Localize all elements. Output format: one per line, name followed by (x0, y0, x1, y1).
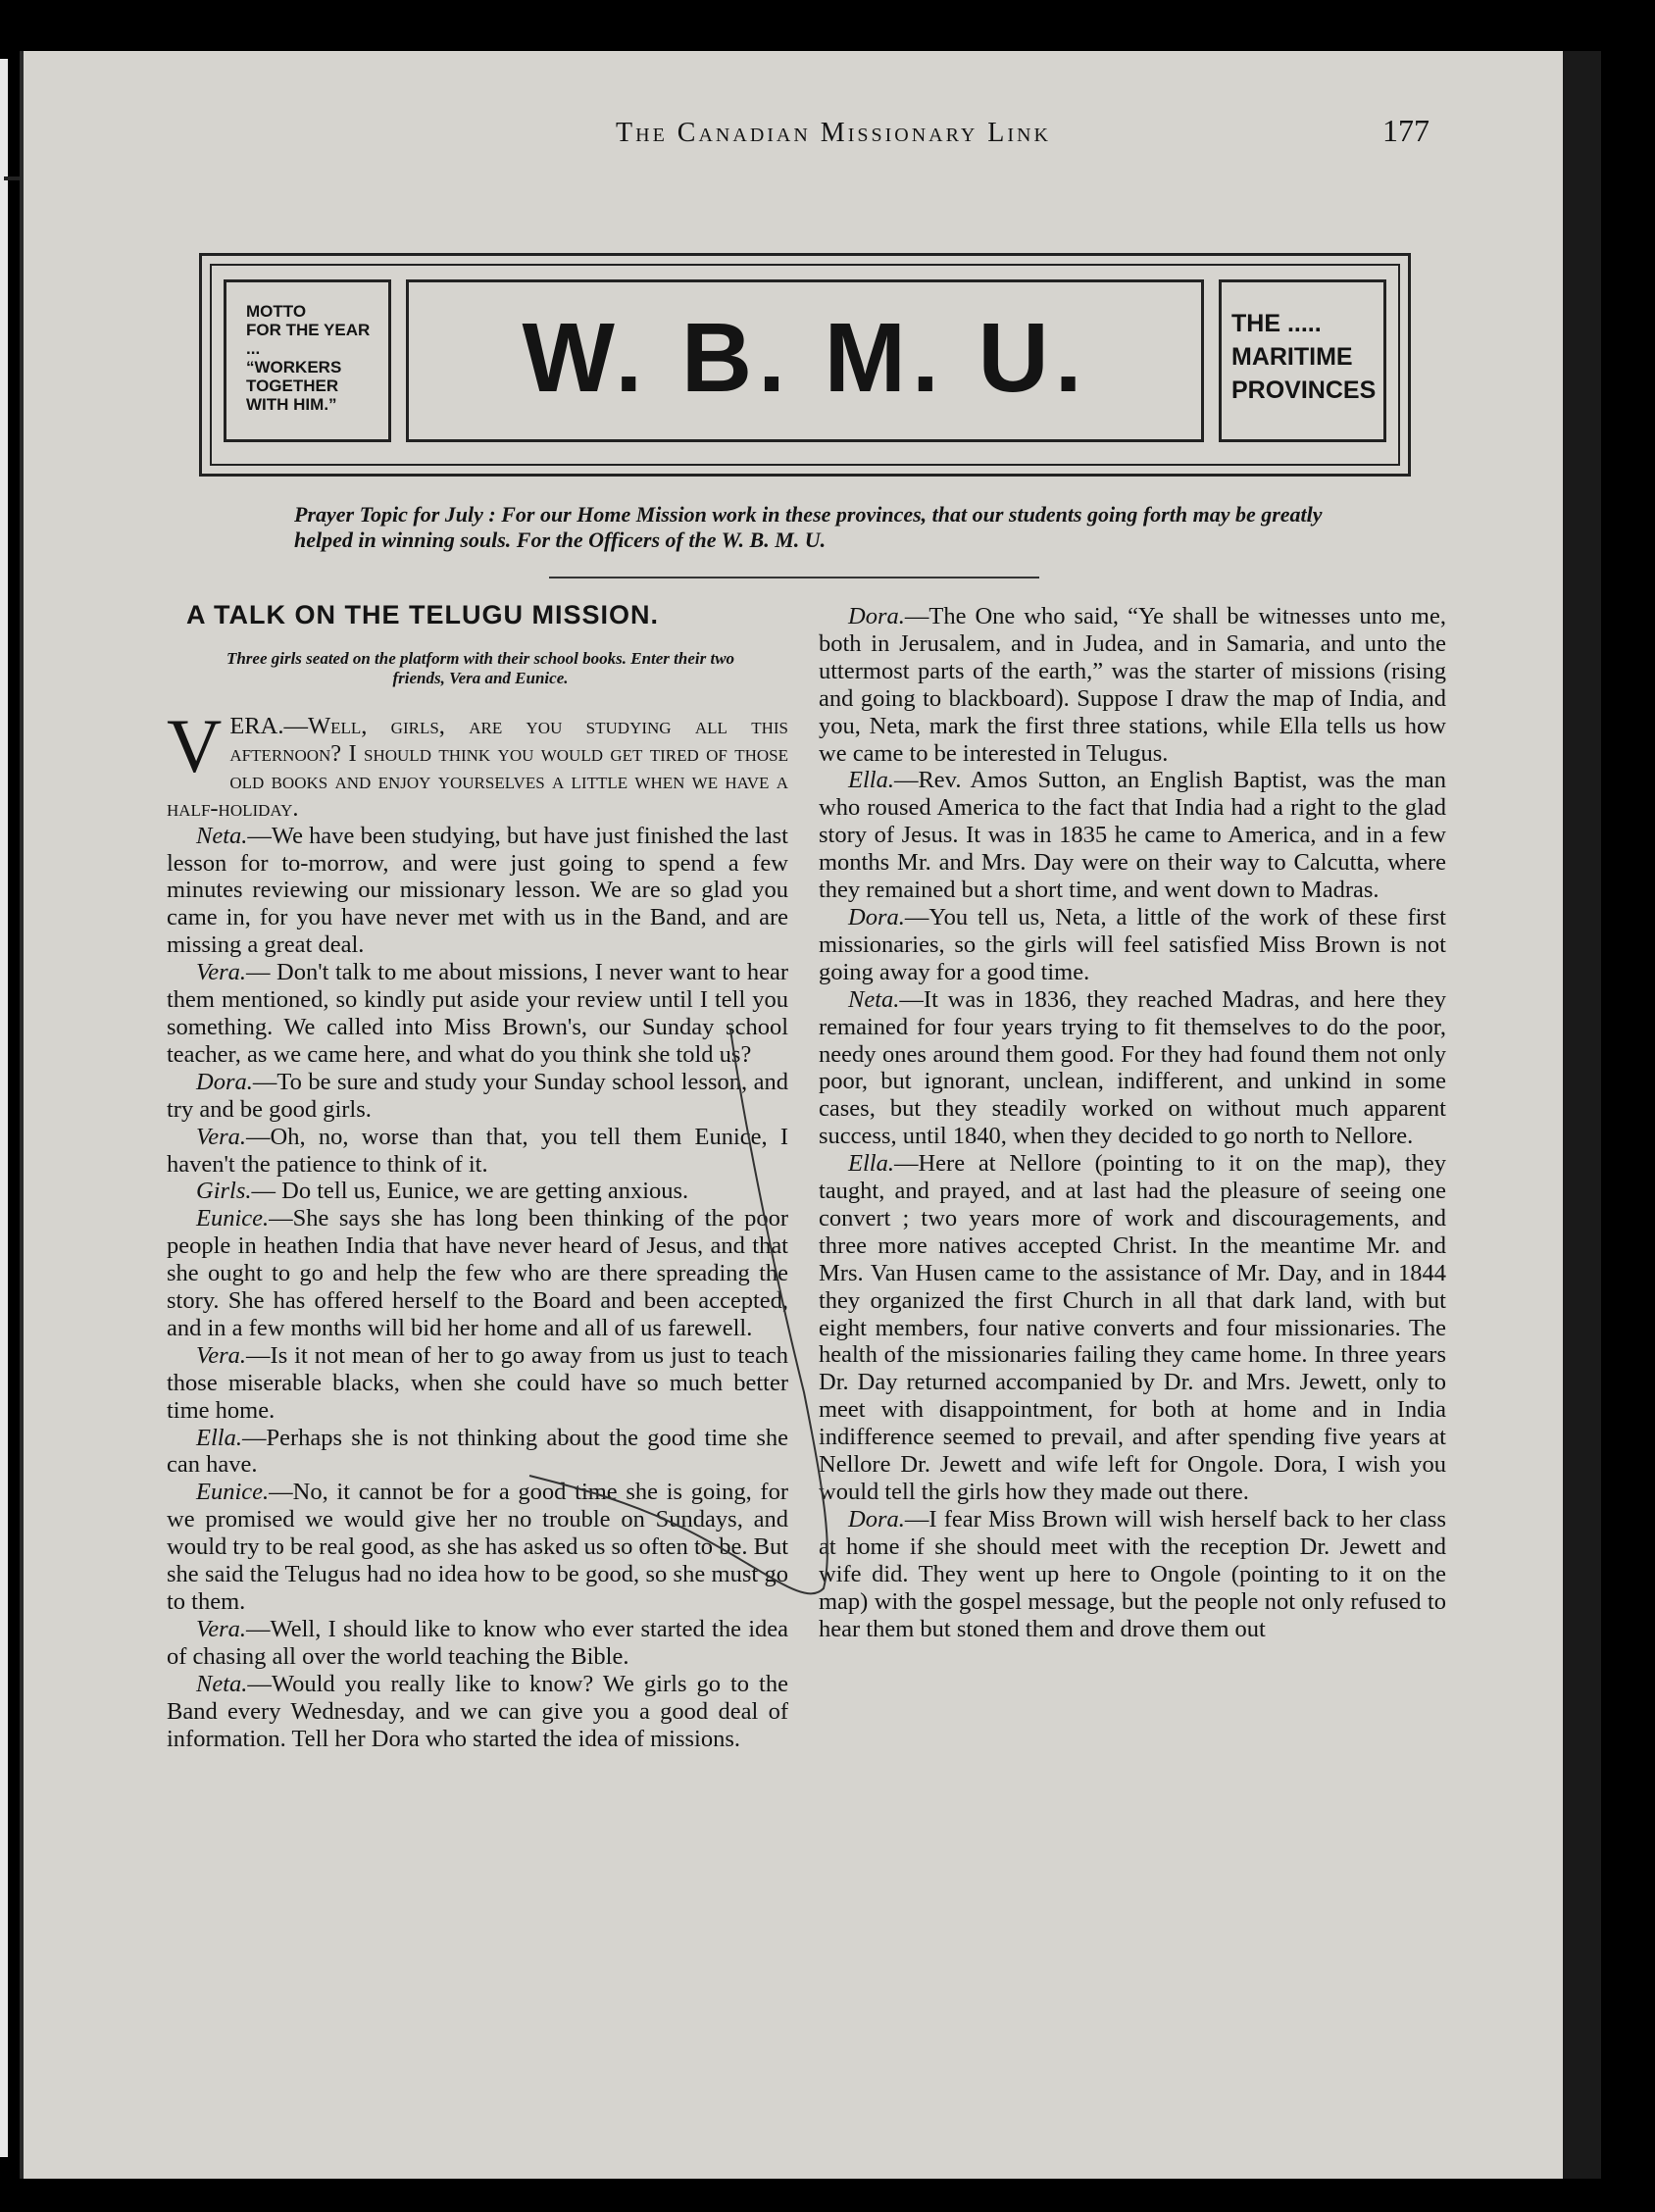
region-line: MARITIME (1231, 343, 1353, 371)
dialogue-text: —She says she has long been thinking of the poor people in heathen India that have never heard of Jesus, and that she ought to go and help the few who are there spreading the story. She has offered herself to the Board and been accepted, and in a few months will bid her home and all of us farewell. (167, 1205, 788, 1341)
dialogue-text: —Would you really like to know? We girls go to the Band every Wednesday, and we can give you a good deal of information. Tell her Dora who started the idea of missions. (167, 1670, 788, 1752)
banner-title: W. B. M. U. (522, 303, 1088, 413)
dialogue-paragraph (819, 1506, 1446, 1643)
dialogue-text: —You tell us, Neta, a little of the work of these first missionaries, so the girls will feel satisfied Miss Brown is not going away for a good time. (819, 903, 1446, 985)
divider-rule (549, 577, 1039, 578)
running-head: The Canadian Missionary Link (616, 118, 1051, 148)
dialogue-text: —The One who said, “Ye shall be witnesses unto me, both in Jerusalem, and in Judea, and in Samaria, and unto the uttermost parts of the earth,” was the starter of missions (rising and going to blackboard). Suppose I draw the map of India, and you, Neta, mark the first three stations, while Ella tells us how we came to be interested in Telugus. (819, 603, 1446, 767)
region-box (1219, 279, 1386, 442)
dialogue-paragraph (819, 986, 1446, 1150)
dialogue-text: —Rev. Amos Sutton, an English Baptist, was the man who roused America to the fact that India had a right to the glad story of Jesus. It was in 1835 he came to America, and in a few months Mr. and Mrs. Day were on their way to Calcutta, where they remained but a short time, and went down to Madras. (819, 767, 1446, 904)
motto-line: TOGETHER (246, 377, 339, 395)
speaker-name: Vera. (196, 1615, 247, 1642)
speaker-name: Neta. (196, 822, 248, 849)
dialogue-paragraph (167, 959, 788, 1069)
dialogue-paragraph (167, 1342, 788, 1425)
dialogue-paragraph (167, 1671, 788, 1753)
speaker-name: Vera. (196, 1341, 247, 1369)
speaker-name: Girls. (196, 1178, 252, 1205)
dialogue-paragraph (167, 1616, 788, 1671)
motto-text (246, 302, 370, 414)
title-box (406, 279, 1204, 442)
wbmu-banner (199, 253, 1411, 477)
dialogue-paragraph (167, 703, 788, 823)
page-gutter (0, 59, 8, 2157)
dialogue-paragraph (819, 1150, 1446, 1506)
dialogue-paragraph (819, 767, 1446, 904)
speaker-name: Ella. (848, 1150, 894, 1178)
motto-box (224, 279, 391, 442)
dialogue-text: —Oh, no, worse than that, you tell them Eunice, I haven't the patience to think of it. (167, 1123, 788, 1178)
dialogue-paragraph (167, 1425, 788, 1480)
motto-line: ... (246, 339, 261, 358)
dialogue-text: — Don't talk to me about missions, I never want to hear them mentioned, so kindly put aside your review until I tell you something. We called into Miss Brown's, our Sunday school teacher, as we came here, and what do you think she told us? (167, 959, 788, 1068)
dialogue-paragraph (167, 823, 788, 960)
dialogue-paragraph (819, 904, 1446, 986)
left-column (167, 703, 788, 1752)
speaker-name: Eunice. (196, 1479, 270, 1506)
dialogue-paragraph (819, 603, 1446, 767)
region-text (1231, 307, 1376, 407)
speaker-name: Dora. (848, 1505, 905, 1533)
dialogue-paragraph (167, 1069, 788, 1124)
region-line: THE ..... (1231, 310, 1322, 337)
speaker-name: Dora. (848, 603, 905, 629)
dialogue-text: —I fear Miss Brown will wish herself back to her class at home if she should meet with the reception Dr. Jewett and wife did. They went up here to Ongole (pointing to it on the map) with the gospel message, but the people not only refused to hear them but stoned them and drove them out (819, 1505, 1446, 1642)
dialogue-text: ERA.—Well, girls, are you studying all this afternoon? I should think you would get tired of those old books and enjoy yourselves a little when we have a half-holiday. (167, 713, 788, 822)
dialogue-paragraph (167, 1479, 788, 1616)
speaker-name: Eunice. (196, 1205, 270, 1232)
book-edge (1559, 51, 1601, 2179)
dialogue-text: —It was in 1836, they reached Madras, and here they remained for four years trying to fit themselves to do the poor, needy ones around them good. For they had found them not only poor, but ignorant, unclean, indifferent, and unkind in some cases, but they steadily worked on without much apparent success, until 1840, when they decided to go north to Nellore. (819, 985, 1446, 1150)
speaker-name: Ella. (196, 1424, 242, 1451)
dialogue-text: —Here at Nellore (pointing to it on the map), they taught, and prayed, and at last had the pleasure of seeing one convert ; two years more of work and discouragements, and three more natives accepted Christ. In the meantime Mr. and Mrs. Van Husen came to the assistance of Mr. Day, and in 1844 they organized the first Church in all that dark land, with but eight members, four native converts and four missionaries. The health of the missionaries failing they came home. In three years Dr. Day returned accompanied by Dr. and Mrs. Jewett, only to meet with disappointment, for both at home and in India indifference seemed to prevail, and after spending five years at Nellore Dr. Jewett and wife left for Ongole. Dora, I wish you would tell the girls how they made out there. (819, 1150, 1446, 1505)
speaker-name: Dora. (848, 903, 905, 930)
dialogue-text: —No, it cannot be for a good time she is going, for we promised we would give her no trouble on Sundays, and would try to be real good, as she has asked us so often to be. But she said the Telugus had no idea how to be good, so she must go to them. (167, 1479, 788, 1615)
dialogue-paragraph (167, 1124, 788, 1179)
speaker-name: Neta. (848, 985, 900, 1013)
dialogue-paragraph (167, 1205, 788, 1342)
dialogue-text: — Do tell us, Eunice, we are getting anxious. (251, 1178, 689, 1205)
motto-line: “WORKERS (246, 358, 342, 377)
dialogue-text: —To be sure and study your Sunday school lesson, and try and be good girls. (167, 1068, 788, 1123)
dialogue-text: —Is it not mean of her to go away from us just to teach those miserable blacks, when she could have so much better time home. (167, 1341, 788, 1424)
dialogue-paragraph (167, 1178, 788, 1205)
prayer-topic: Prayer Topic for July : For our Home Mission work in these provinces, that our students going forth may be greatly helped in winning souls. For the Officers of the W. B. M. U. (294, 502, 1323, 552)
motto-line: FOR THE YEAR (246, 321, 371, 339)
dialogue-text: —Well, I should like to know who ever started the idea of chasing all over the world teaching the Bible. (167, 1615, 788, 1670)
page-number: 177 (1382, 113, 1429, 148)
banner-frame (210, 264, 1400, 466)
speaker-name: Vera. (196, 959, 247, 986)
speaker-name: Dora. (196, 1068, 253, 1095)
speaker-name: Vera. (196, 1123, 247, 1150)
stage-direction: Three girls seated on the platform with their school books. Enter their two friends, Vera and Eunice. (226, 649, 735, 687)
right-column (819, 603, 1446, 1642)
dialogue-text: —We have been studying, but have just finished the last lesson for to-morrow, and were just going to spend a few minutes reviewing our missionary lesson. We are so glad you came in, for you have never met with us in the Band, and are missing a great deal. (167, 822, 788, 959)
article-heading: A TALK ON THE TELUGU MISSION. (186, 600, 659, 629)
dialogue-text: —Perhaps she is not thinking about the good time she can have. (167, 1424, 788, 1479)
motto-line: WITH HIM.” (246, 395, 337, 414)
speaker-name: V (167, 703, 223, 788)
speaker-name: Neta. (196, 1670, 248, 1697)
motto-line: MOTTO (246, 302, 307, 321)
region-line: PROVINCES (1231, 377, 1377, 404)
speaker-name: Ella. (848, 767, 894, 794)
